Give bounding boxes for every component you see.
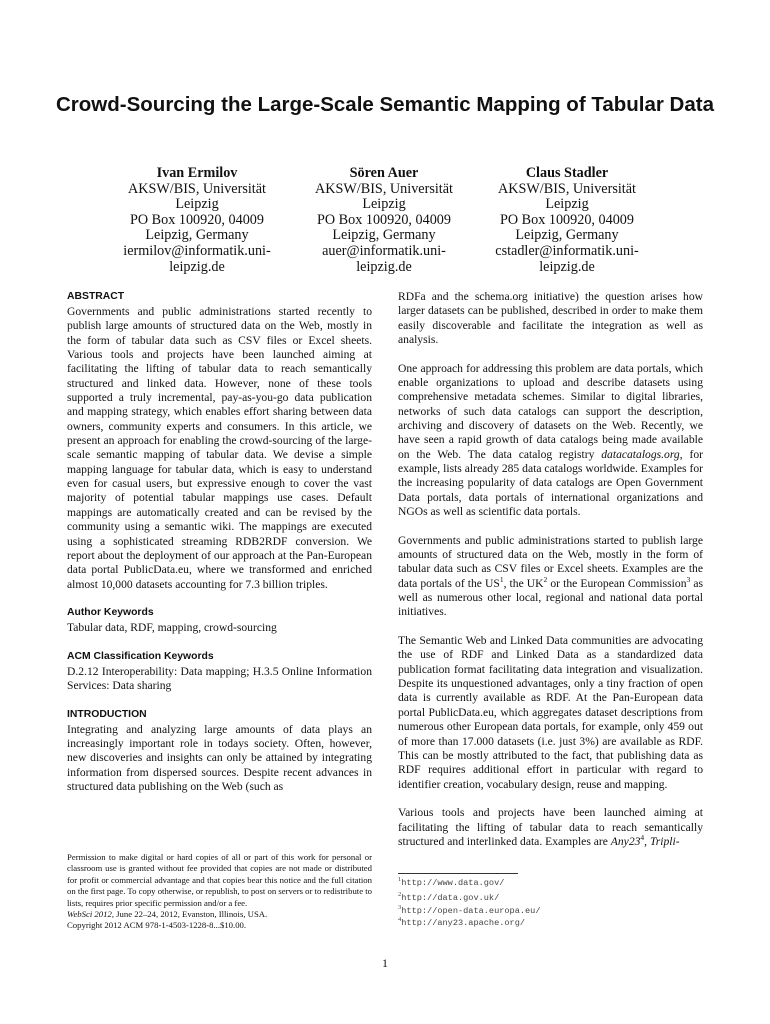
author-address: PO Box 100920, 04009 bbox=[316, 211, 451, 228]
author-address: Leipzig, Germany bbox=[515, 227, 619, 244]
footnote-url[interactable]: http://data.gov.uk/ bbox=[401, 893, 500, 903]
left-column bbox=[67, 290, 372, 809]
footnote-url[interactable]: http://any23.apache.org/ bbox=[401, 918, 526, 928]
venue-name: WebSci 2012 bbox=[67, 909, 112, 920]
author-affiliation: Leipzig bbox=[545, 196, 589, 213]
introduction-text: Integrating and analyzing large amounts of data plays an increasingly important role in todays society. Often, however, new discoveries and insights can only be attained by integrating information from dispersed sources. Despite recent advances in structured data publishing on the Web (such as bbox=[67, 722, 372, 794]
abstract-text: Governments and public administrations started recently to publish large amounts of structured data on the Web, mostly in the form of tabular data such as CSV files or Excel sheets. Various tools and projects have been launched aiming at facilitating the lifting of tabular data to reach semantically structured and linked data. However, none of these tools supported a truly incremental, pay-as-you-go data publication and mapping strategy, which enables effort sharing between data owners, community experts and consumers. In this article, we present an approach for enabling the crowd-sourcing of the large-scale semantic mapping of tabular data. We devise a simple mapping language for tabular data, which is easy to understand even for casual users, but expressive enough to cover the vast majority of potential tabular mappings use cases. Default mappings are automatically created and can be revised by the community using a semantic wiki. The mappings are executed using a sophisticated streaming RDB2RDF conversion. We report about the deployment of our approach at the Pan-European data portal PublicData.eu, where we transformed and enriched almost 10,000 datasets accounting for 7.3 billion triples. bbox=[67, 305, 372, 591]
author-email: leipzig.de bbox=[539, 258, 595, 275]
paragraph: Governments and public administrations started to publish large amounts of structured data on the Web, mostly in the form of tabular data such as CSV files or Excel sheets. Examples are the data portals of the $US^1$, the $UK^2$ or the European Commission$^3$ as well as numerous other local, regional and national data portal initiatives. bbox=[398, 533, 703, 619]
author-name: Claus Stadler bbox=[525, 165, 609, 181]
right-column bbox=[398, 290, 703, 864]
footnote-mark: 4 bbox=[640, 833, 645, 843]
venue-details: , June 22–24, 2012, Evanston, Illinois, USA. bbox=[111, 909, 268, 920]
author-affiliation: AKSW/BIS, Universität bbox=[315, 180, 453, 197]
datacatalogs-link: datacatalogs.org bbox=[601, 447, 680, 461]
keywords-text: Tabular data, RDF, mapping, crowd-sourcing bbox=[67, 621, 277, 635]
copyright-line: Copyright 2012 ACM 978-1-4503-1228-8...$10.00. bbox=[67, 920, 247, 931]
author-block bbox=[289, 166, 479, 275]
abstract-heading: ABSTRACT bbox=[67, 291, 125, 302]
footnote-mark: 1 bbox=[499, 574, 504, 584]
author-affiliation: AKSW/BIS, Universität bbox=[128, 180, 266, 197]
author-address: PO Box 100920, 04009 bbox=[499, 211, 634, 228]
author-address: PO Box 100920, 04009 bbox=[129, 211, 264, 228]
footnote: $^3$http://open-data.europa.eu/ bbox=[398, 904, 541, 916]
paragraph: The Semantic Web and Linked Data communities are advocating the use of RDF and Linked Data as a standardized data publication format facilitating data integration and visualization. Despite its unquestioned advantages, only a tiny fraction of open data is currently available as RDF. At the Pan-European data portal PublicData.eu, which aggregates dataset descriptions from numerous other European data portals, for example, only 459 out of more than 17.000 datasets (i.e. just 3%) are available as RDF. This can be mostly attributed to the fact, that publishing data as RDF requires additional effort in particular with regard to identifier creation, vocabulary design, reuse and mapping. bbox=[398, 634, 703, 791]
footnote: $^1$http://www.data.gov/ bbox=[398, 876, 505, 888]
author-block bbox=[102, 166, 292, 275]
paragraph: Various tools and projects have been launched aiming at facilitating the lifting of tabular data to reach semantically structured and interlinked data. Examples are $Any23^4$, Tripli- bbox=[398, 806, 703, 848]
author-email: iermilov@informatik.uni- bbox=[123, 242, 271, 259]
acm-heading: ACM Classification Keywords bbox=[67, 650, 214, 662]
author-affiliation: Leipzig bbox=[362, 196, 406, 213]
author-email: cstadler@informatik.uni- bbox=[495, 242, 639, 259]
venue-line bbox=[67, 909, 372, 920]
permission-text: Permission to make digital or hard copies of all or part of this work for personal or classroom use is granted without fee provided that copies are not made or distributed for profit or commercial advantage and that copies bear this notice and the full citation on the first page. To copy otherwise, or republish, to post on servers or to redistribute to lists, requires prior specific permission and/or a fee. bbox=[67, 852, 372, 908]
author-email: leipzig.de bbox=[356, 258, 412, 275]
author-name: Sören Auer bbox=[349, 165, 419, 181]
author-block bbox=[472, 166, 662, 275]
author-email: leipzig.de bbox=[169, 258, 225, 275]
author-address: Leipzig, Germany bbox=[145, 227, 249, 244]
introduction-heading: INTRODUCTION bbox=[67, 708, 147, 720]
acm-text: D.2.12 Interoperability: Data mapping; H.3.5 Online Information Services: Data sharing bbox=[67, 664, 372, 693]
author-affiliation: Leipzig bbox=[175, 196, 219, 213]
footnote-rule bbox=[398, 873, 518, 874]
author-affiliation: AKSW/BIS, Universität bbox=[498, 180, 636, 197]
footnote-mark: 2 bbox=[543, 574, 548, 584]
page-number: 1 bbox=[382, 956, 388, 970]
footnote: $^2$http://data.gov.uk/ bbox=[398, 891, 500, 903]
author-email: auer@informatik.uni- bbox=[322, 242, 446, 259]
paragraph: RDFa and the schema.org initiative) the question arises how larger datasets can be published, described in order to make them easily discoverable and facilitate the integration as well as analysis. bbox=[398, 290, 703, 347]
footnote-url[interactable]: http://open-data.europa.eu/ bbox=[401, 906, 541, 916]
keywords-heading: Author Keywords bbox=[67, 607, 154, 619]
footnote-url[interactable]: http://www.data.gov/ bbox=[401, 878, 505, 888]
permission-notice bbox=[67, 852, 372, 932]
tripli-name: Tripli- bbox=[649, 834, 680, 848]
paper-title: Crowd-Sourcing the Large-Scale Semantic Mapping of Tabular Data bbox=[56, 93, 714, 116]
any23-name: Any23 bbox=[610, 834, 641, 848]
paragraph: One approach for addressing this problem are data portals, which enable organizations to upload and describe datasets using comprehensive metadata schemes. Similar to digital libraries, networks of such data catalogs can support the description, archiving and discovery of datasets on the Web. Recently, we have seen a rapid growth of data catalogs being made available on the Web. The data catalog registry datacatalogs.org, for example, lists already 285 data catalogs worldwide. Examples for the increasing popularity of data catalogs are Open Government Data portals, data portals of international organizations and NGOs as well as scientific data portals. bbox=[398, 361, 703, 519]
author-name: Ivan Ermilov bbox=[156, 165, 238, 181]
author-address: Leipzig, Germany bbox=[332, 227, 436, 244]
footnote: $^4$http://any23.apache.org/ bbox=[398, 916, 526, 928]
footnote-mark: 3 bbox=[686, 574, 691, 584]
